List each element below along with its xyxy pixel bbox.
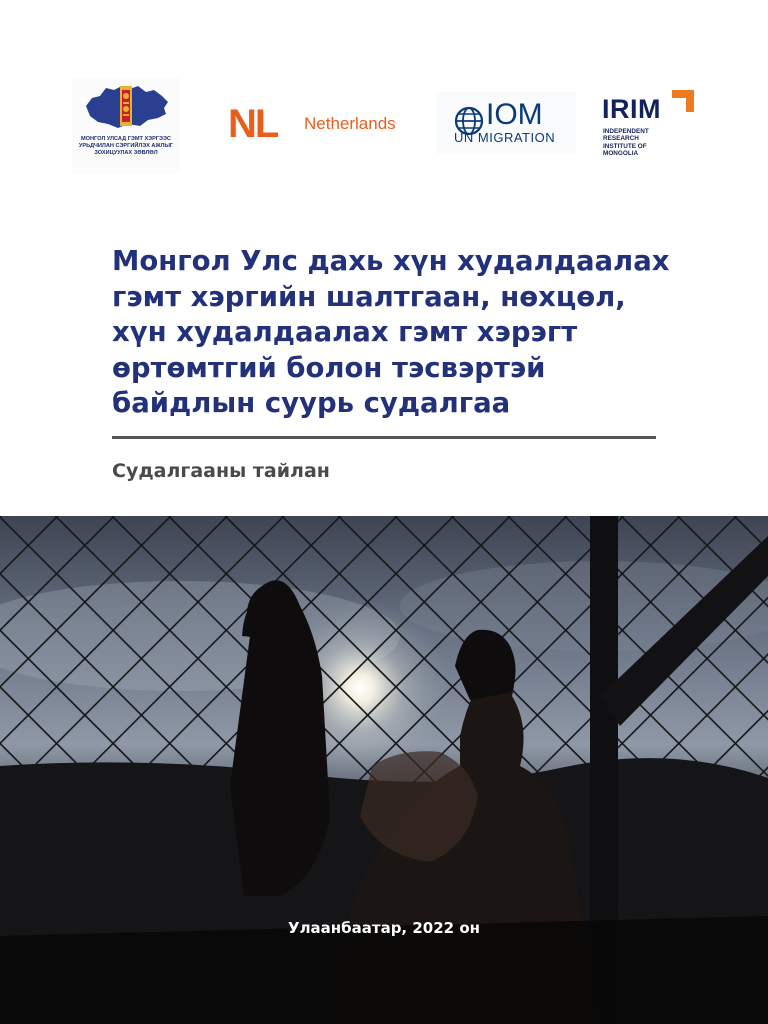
fence-photo-illustration <box>0 516 768 1024</box>
mongolia-council-name: МОНГОЛ УЛСАД ГЭМТ ХЭРГЭЭС УРЬДЧИЛАН СЭРГИЙЛЭХ АЖЛЫГ ЗОХИЦУУЛАХ ЗӨВЛӨЛ <box>78 136 174 156</box>
report-subtitle: Судалгааны тайлан <box>112 460 330 482</box>
irim-sub-line: INDEPENDENT <box>603 128 649 135</box>
iom-name: IOM <box>486 98 543 131</box>
mongolia-map-emblem-icon <box>82 80 170 136</box>
irim-sub-line: RESEARCH <box>603 135 639 143</box>
irim-corner-icon <box>672 90 694 112</box>
iom-subtitle: UN MIGRATION <box>454 130 556 145</box>
iom-logo <box>436 92 576 154</box>
place-and-year: Улаанбаатар, 2022 он <box>288 919 480 937</box>
logo-row <box>0 70 768 180</box>
report-title: Монгол Улс дахь хүн худалдаалах гэмт хэргийн шалтгаан, нөхцөл, хүн худалдаалах гэмт хэрэгт өртөмтгий болон тэсвэртэй байдлын суурь судалгаа <box>112 245 670 419</box>
irim-logo <box>598 84 698 164</box>
cover-photo-fence <box>0 516 768 1024</box>
title-divider <box>112 436 656 439</box>
netherlands-word: Netherlands <box>304 114 396 133</box>
mongolia-council-logo <box>72 78 180 174</box>
irim-subtitle <box>603 128 683 157</box>
irim-name: IRIM <box>602 94 661 124</box>
netherlands-logo <box>228 102 408 146</box>
irim-sub-line: MONGOLIA <box>603 149 639 157</box>
netherlands-mark: NL <box>228 102 278 146</box>
irim-sub-line: INSTITUTE OF <box>603 142 647 150</box>
